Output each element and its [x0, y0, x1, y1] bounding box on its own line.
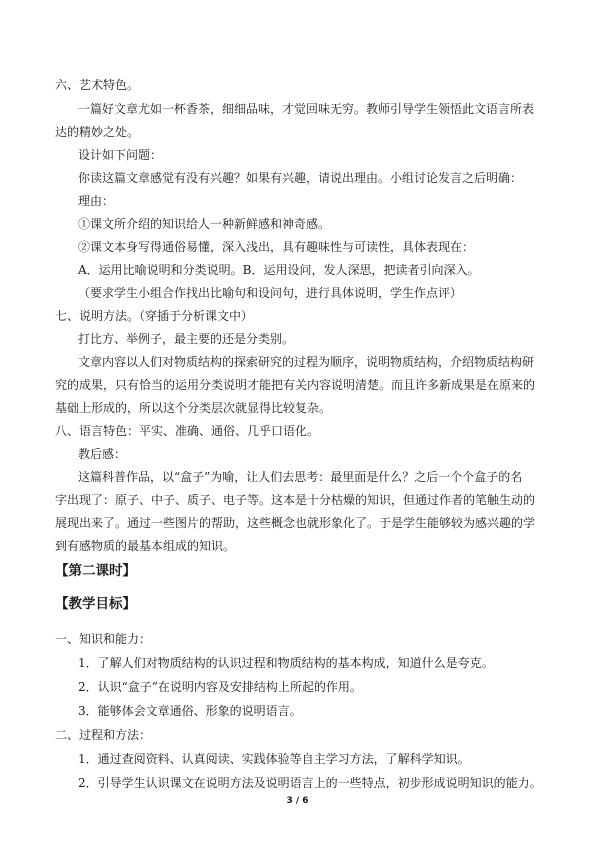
part2-title: 二、过程和方法： [55, 728, 152, 742]
part1-item-2: 2．认识“盒子”在说明内容及安排结构上所起的作用。 [78, 680, 362, 694]
section6-question: 你读这篇文章感觉有没有兴趣？如果有兴趣，请说出理由。小组讨论发言之后明确： [78, 171, 523, 185]
section6-requirement: （要求学生小组合作找出比喻句和设问句，进行具体说明，学生作点评） [78, 286, 463, 300]
objectives-heading: 【教学目标】 [55, 596, 136, 612]
part1-item-1: 1．了解人们对物质结构的认识过程和物质结构的基本构成，知道什么是夸克。 [78, 656, 494, 670]
afterword-line3: 展现出来了。通过一些图片的帮助，这些概念也就形象化了。于是学生能够较为感兴趣的学 [55, 516, 536, 530]
part1-item-3: 3．能够体会文章通俗、形象的说明语言。 [78, 704, 302, 718]
section6-title: 六、艺术特色。 [55, 78, 140, 92]
section6-reason1: ①课文所介绍的知识给人一种新鲜感和神奇感。 [78, 217, 331, 231]
section7-title: 七、说明方法。（穿插于分析课文中） [55, 309, 254, 323]
part2-item-2: 2．引导学生认识课文在说明方法及说明语言上的一些特点，初步形成说明知识的能力。 [78, 776, 542, 790]
section6-design-label: 设计如下问题： [78, 148, 163, 162]
afterword-line2: 字出现了：原子、中子、质子、电子等。这本是十分枯燥的知识，但通过作者的笔触生动的 [55, 493, 536, 507]
lesson2-heading: 【第二课时】 [55, 563, 136, 579]
afterword-label: 教后感： [78, 447, 127, 461]
section6-para1-line2: 达的精妙之处。 [55, 125, 140, 139]
afterword-line1: 这篇科普作品，以“盒子”为喻，让人们去思考：最里面是什么？之后一个个盒子的名 [78, 470, 523, 484]
section7-para-line2: 究的成果，只有恰当的运用分类说明才能把有关内容说明清楚。而且许多新成果是在原来的 [55, 378, 536, 392]
section6-para1-line1: 一篇好文章尤如一杯香茶，细细品味，才觉回味无穷。教师引导学生领悟此文语言所表 [78, 102, 535, 116]
page-number: 3 / 6 [286, 796, 309, 806]
part1-title: 一、知识和能力： [55, 632, 152, 646]
section7-para-line3: 基础上形成的，所以这个分类层次就显得比较复杂。 [55, 401, 332, 415]
part2-item-1: 1．通过查阅资料、认真阅读、实践体验等自主学习方法，了解科学知识。 [78, 752, 470, 766]
section6-reason2: ②课文本身写得通俗易懂，深入浅出，具有趣味性与可读性，具体表现在： [78, 240, 475, 254]
section7-methods: 打比方、举例子，最主要的还是分类别。 [78, 332, 295, 346]
afterword-line4: 到有感物质的最基本组成的知识。 [55, 539, 236, 553]
section6-reason-label: 理由： [78, 194, 115, 208]
section7-para-line1: 文章内容以人们对物质结构的探索研究的过程为顺序，说明物质结构，介绍物质结构研 [78, 355, 535, 369]
section6-reason-ab: A．运用比喻说明和分类说明。B．运用设问，发人深思，把读者引向深入。 [78, 263, 480, 277]
section8-title: 八、语言特色：平实、准确、通俗、几乎口语化。 [55, 424, 320, 438]
